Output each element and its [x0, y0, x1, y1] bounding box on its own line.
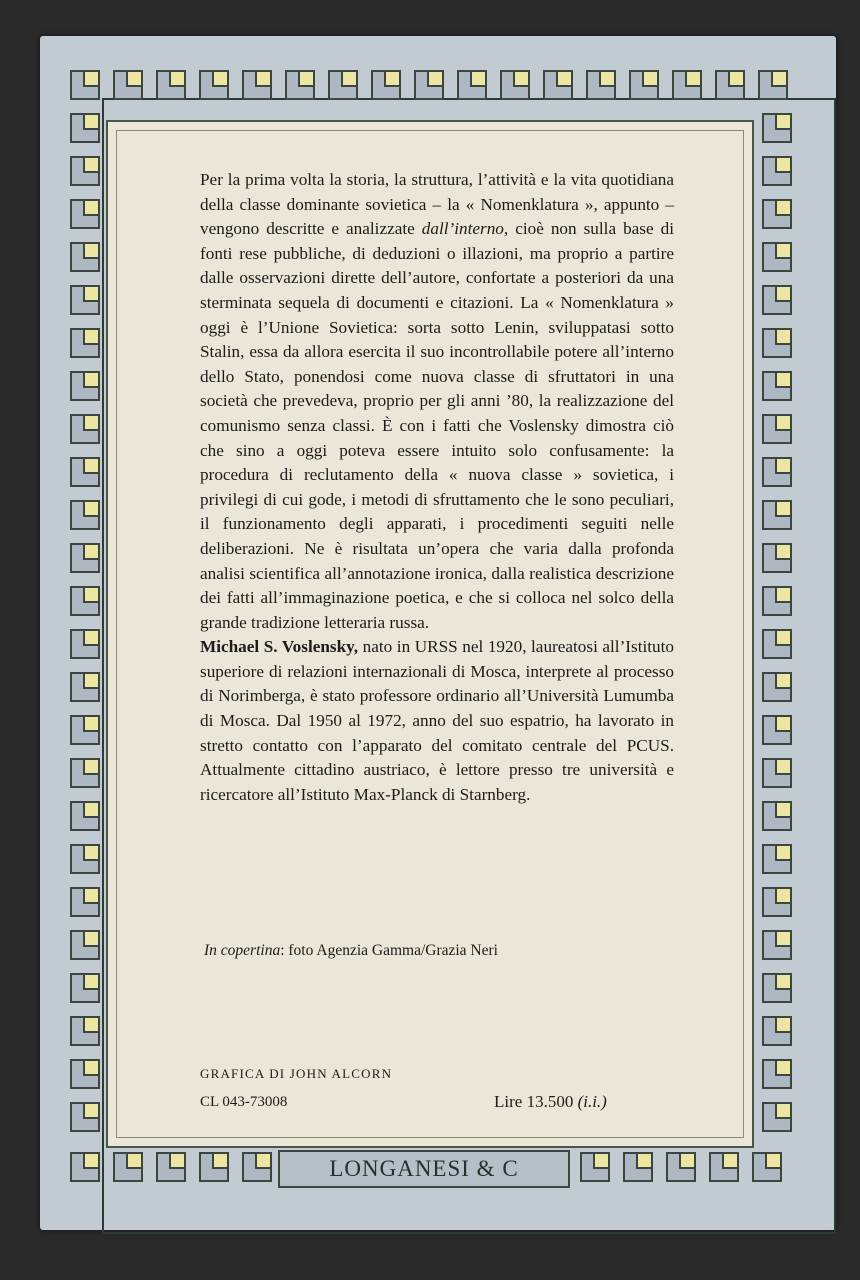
border-tile	[762, 500, 792, 530]
border-tile	[762, 113, 792, 143]
border-tile	[70, 973, 100, 1003]
author-bio: nato in URSS nel 1920, laureatosi all’Istituto superiore di relazioni internazionali di Mosca, interprete al processo di Norimberga, è stato professore ordinario all’Università Lumumba di Mosca. Dal 1950 al 1972, anno del suo espatrio, ha lavorato in stretto contatto con l’apparato del comitato centrale del PCUS. Attualmente cittadino austriaco, è lettore presso tre università e ricercatore all’Istituto Max-Planck di Starnberg.	[200, 637, 675, 804]
border-tile	[70, 1016, 100, 1046]
border-tile	[762, 156, 792, 186]
border-tile	[70, 586, 100, 616]
border-tile	[752, 1152, 782, 1182]
border-tile	[70, 844, 100, 874]
border-tile	[666, 1152, 696, 1182]
border-tile	[113, 70, 143, 100]
border-tile	[586, 70, 616, 100]
border-tile	[242, 1152, 272, 1182]
border-tile	[715, 70, 745, 100]
border-tile	[70, 285, 100, 315]
border-tile	[371, 70, 401, 100]
border-tile	[543, 70, 573, 100]
border-tile	[500, 70, 530, 100]
price	[494, 1092, 607, 1112]
border-tile	[457, 70, 487, 100]
border-tile	[762, 672, 792, 702]
border-tile	[762, 199, 792, 229]
border-tile	[70, 414, 100, 444]
border-tile	[762, 715, 792, 745]
border-tile	[156, 1152, 186, 1182]
border-tile	[113, 1152, 143, 1182]
author-paragraph	[200, 635, 674, 807]
border-tile	[70, 371, 100, 401]
border-tile	[242, 70, 272, 100]
border-tile	[70, 758, 100, 788]
border-tile	[70, 801, 100, 831]
border-tile	[762, 1059, 792, 1089]
border-tile	[70, 156, 100, 186]
border-tile	[758, 70, 788, 100]
border-tile	[762, 973, 792, 1003]
price-value: Lire 13.500	[494, 1092, 574, 1111]
author-name: Michael S. Voslensky,	[200, 637, 359, 657]
border-tile	[70, 113, 100, 143]
border-tile	[70, 672, 100, 702]
border-tile	[762, 930, 792, 960]
border-tile	[762, 586, 792, 616]
border-tile	[70, 1102, 100, 1132]
border-tile	[70, 199, 100, 229]
border-tile	[414, 70, 444, 100]
border-tile	[762, 844, 792, 874]
border-tile	[70, 70, 100, 100]
border-tile	[672, 70, 702, 100]
border-tile	[762, 285, 792, 315]
cover-credit-text: : foto Agenzia Gamma/Grazia Neri	[280, 942, 498, 959]
border-tile	[762, 1102, 792, 1132]
border-tile	[199, 1152, 229, 1182]
border-tile	[762, 371, 792, 401]
border-tile	[156, 70, 186, 100]
border-tile	[70, 715, 100, 745]
border-tile	[70, 500, 100, 530]
border-tile	[762, 457, 792, 487]
border-tile	[623, 1152, 653, 1182]
border-tile	[762, 242, 792, 272]
border-tile	[762, 629, 792, 659]
border-tile	[762, 328, 792, 358]
border-tile	[762, 414, 792, 444]
border-tile	[70, 629, 100, 659]
blurb-text: Per la prima volta la storia, la struttura, l’attività e la vita quotidiana della classe dominante sovietica – la « Nomenklatura », appunto – vengono descritte e analizzate	[200, 170, 674, 239]
border-tile	[762, 801, 792, 831]
catalog-code: CL 043-73008	[200, 1094, 288, 1110]
border-tile	[70, 328, 100, 358]
border-tile	[70, 543, 100, 573]
border-tile	[70, 1059, 100, 1089]
border-tile	[709, 1152, 739, 1182]
design-credit: GRAFICA DI JOHN ALCORN	[200, 1066, 393, 1081]
blurb-text-rest: , cioè non sulla base di fonti rese pubbliche, di deduzioni o illazioni, ma proprio a partire dalle osservazioni dirette dell’autore, confortate a posteriori da una sterminata sequela di documenti e citazioni. La « Nomenklatura » oggi è l’Unione Sovietica: sorta sotto Lenin, sviluppatasi sotto Stalin, essa da allora esercita il suo incontrollabile potere all’interno dello Stato, ponendosi come nuova classe di sfruttatori in una società che prevedeva, proprio per gli anni ’80, la realizzazione del comunismo senza classi. È con i fatti che Voslensky dimostra ciò che sino a oggi poteva essere intuito solo confusamente: la procedura di reclutamento della « nuova classe » sovietica, i privilegi di cui gode, i metodi di sfruttamento che le sono peculiari, il funzionamento degli apparati, i procedimenti seguiti nelle deliberazioni. Ne è risultata un’opera che varia dalla profonda analisi scientifica all’annotazione ironica, dalla realistica descrizione dei fatti all’immaginazione poetica, e che si colloca nel solco della grande tradizione letteraria russa.	[200, 219, 674, 632]
border-tile	[199, 70, 229, 100]
border-tile	[285, 70, 315, 100]
border-tile	[762, 1016, 792, 1046]
border-tile	[762, 887, 792, 917]
cover-credit	[204, 942, 498, 960]
border-tile	[762, 543, 792, 573]
blurb-italic: dall’interno	[421, 219, 504, 239]
book-description	[200, 168, 674, 807]
border-tile	[580, 1152, 610, 1182]
border-tile	[762, 758, 792, 788]
price-note: (i.i.)	[577, 1092, 607, 1111]
blurb-paragraph	[200, 168, 674, 635]
border-tile	[70, 242, 100, 272]
border-tile	[328, 70, 358, 100]
border-tile	[70, 457, 100, 487]
border-tile	[70, 930, 100, 960]
publisher-logo: LONGANESI & C	[278, 1150, 570, 1188]
cover-credit-label: In copertina	[204, 942, 281, 959]
border-tile	[70, 887, 100, 917]
border-tile	[70, 1152, 100, 1182]
border-tile	[629, 70, 659, 100]
